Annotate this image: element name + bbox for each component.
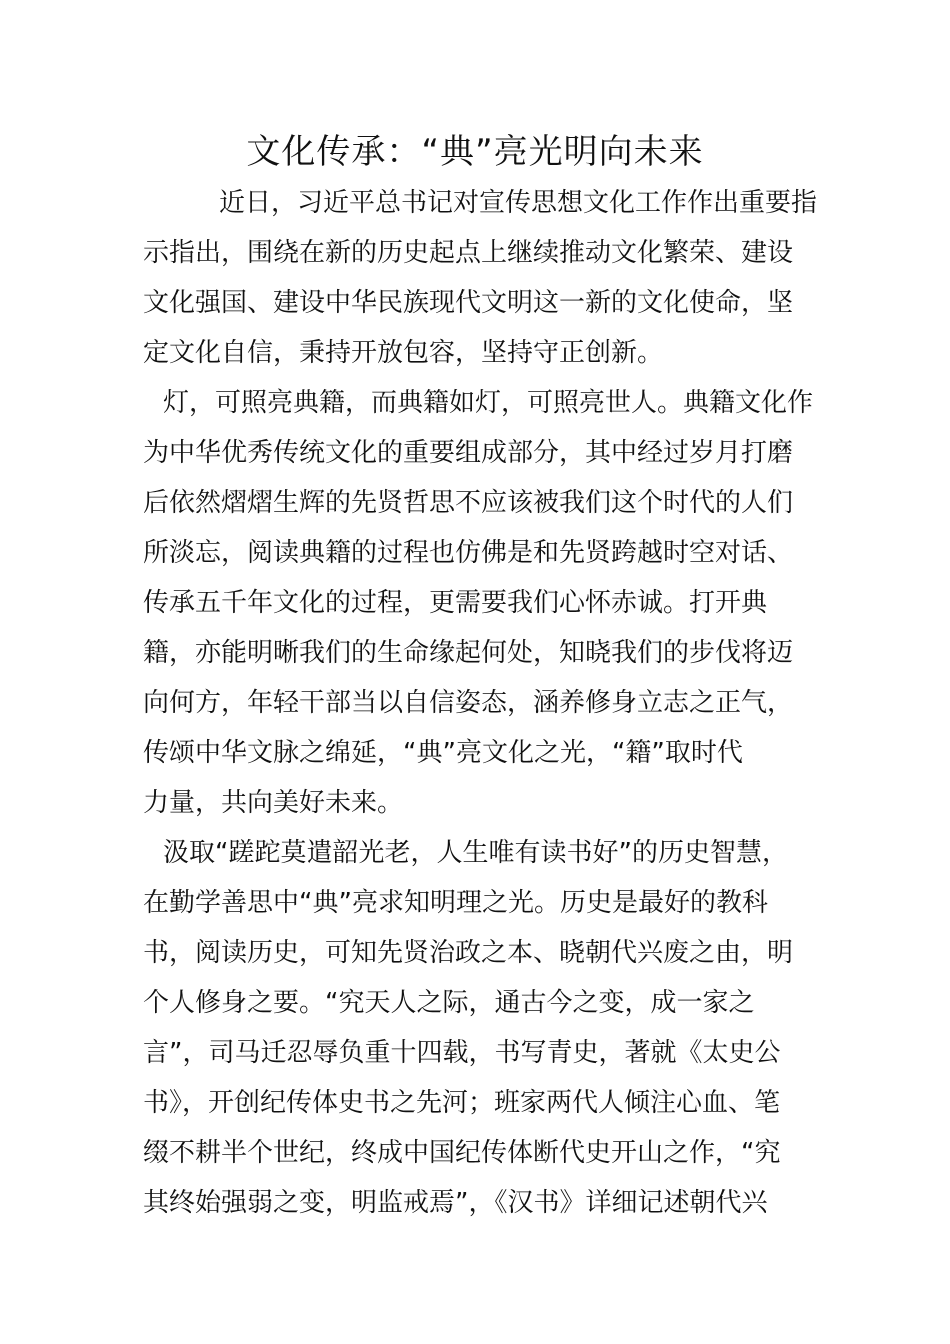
document-body: [143, 178, 818, 1228]
paragraph-1: [143, 178, 818, 378]
paragraph-2: [143, 378, 814, 828]
paragraph-line: 个人修身之要。“究天人之际，通古今之变，成一家之: [143, 988, 755, 1018]
paragraph-line: 灯，可照亮典籍，而典籍如灯，可照亮世人。典籍文化作: [163, 388, 814, 418]
paragraph-line: 汲取“蹉跎莫遣韶光老，人生唯有读书好”的历史智慧，: [163, 838, 788, 868]
paragraph-line: 传承五千年文化的过程，更需要我们心怀赤诚。打开典: [143, 588, 768, 618]
paragraph-line: 定文化自信，秉持开放包容，坚持守正创新。: [143, 338, 664, 368]
paragraph-line: 书》，开创纪传体史书之先河；班家两代人倾注心血、笔: [143, 1088, 781, 1118]
paragraph-line: 所淡忘，阅读典籍的过程也仿佛是和先贤跨越时空对话、: [143, 538, 794, 568]
paragraph-line: 文化强国、建设中华民族现代文明这一新的文化使命，坚: [143, 288, 794, 318]
paragraph-line: 力量，共向美好未来。: [143, 788, 404, 818]
paragraph-3: [143, 828, 808, 1228]
paragraph-line: 籍，亦能明晰我们的生命缘起何处，知晓我们的步伐将迈: [143, 638, 794, 668]
paragraph-line: 书，阅读历史，可知先贤治政之本、晓朝代兴废之由，明: [143, 938, 794, 968]
document-title: 文化传承：“典”亮光明向未来: [246, 132, 704, 172]
paragraph-line: 后依然熠熠生辉的先贤哲思不应该被我们这个时代的人们: [143, 488, 794, 518]
paragraph-line: 为中华优秀传统文化的重要组成部分，其中经过岁月打磨: [143, 438, 794, 468]
paragraph-line: 其终始强弱之变，明监戒焉”，《汉书》详细记述朝代兴: [143, 1188, 768, 1218]
paragraph-line: 在勤学善思中“典”亮求知明理之光。历史是最好的教科: [143, 888, 768, 918]
paragraph-line: 传颂中华文脉之绵延，“典”亮文化之光，“籍”取时代: [143, 738, 743, 768]
paragraph-line: 近日，习近平总书记对宣传思想文化工作作出重要指: [219, 188, 818, 218]
paragraph-line: 向何方，年轻干部当以自信姿态，涵养修身立志之正气，: [143, 688, 794, 718]
paragraph-line: 言”，司马迁忍辱负重十四载，书写青史，著就《太史公: [143, 1038, 781, 1068]
paragraph-line: 缀不耕半个世纪，终成中国纪传体断代史开山之作，“究: [143, 1138, 781, 1168]
paragraph-line: 示指出，围绕在新的历史起点上继续推动文化繁荣、建设: [143, 238, 794, 268]
